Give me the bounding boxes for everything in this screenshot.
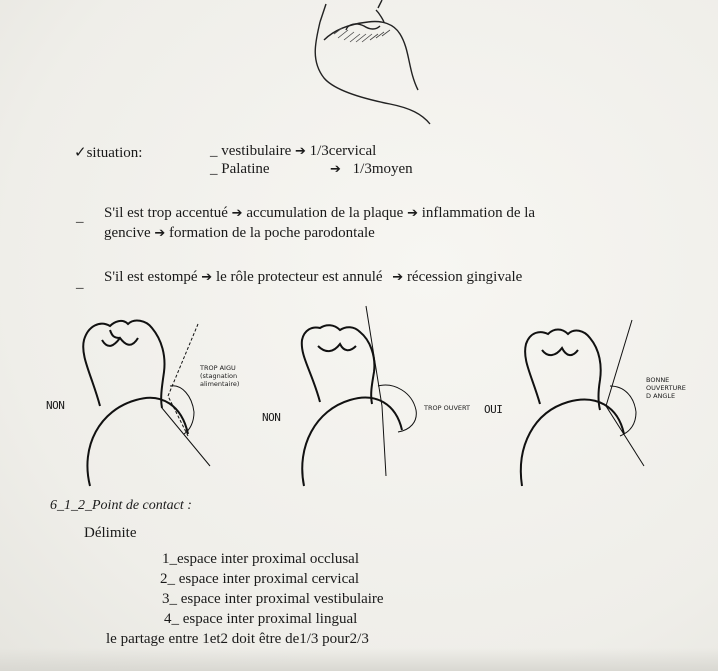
- situation-label: ✓situation:: [74, 145, 143, 161]
- figure-3-note: BONNE OUVERTURE D ANGLE: [646, 376, 686, 400]
- arrow-icon: ➔: [407, 206, 419, 221]
- arrow-icon: ➔: [231, 206, 243, 221]
- contact-item-1: 1_espace inter proximal occlusal: [162, 551, 360, 567]
- figure-3-side-label: OUI: [484, 403, 503, 416]
- tooth-figure-3: [514, 316, 684, 486]
- arrow-icon: ➔: [154, 226, 166, 241]
- delimite-label: Délimite: [84, 525, 137, 541]
- situation-row-1: _ vestibulaire ➔ 1/3cervical: [210, 143, 377, 159]
- tooth-figure-1: [70, 316, 240, 486]
- arrow-icon: ➔: [330, 162, 341, 177]
- figure-1-side-label: NON: [46, 399, 65, 412]
- top-tooth-sketch: [290, 0, 450, 130]
- bullet-dash: _: [76, 209, 84, 225]
- bullet-1-line-2: gencive ➔ formation de la poche parodontale: [104, 225, 375, 241]
- arrow-icon: ➔: [294, 144, 306, 159]
- bullet-1-line-1: S'il est trop accentué ➔ accumulation de la plaque ➔ inflammation de la: [104, 205, 536, 221]
- check-icon: ✓: [74, 145, 87, 161]
- section-heading: 6_1_2_Point de contact :: [50, 498, 192, 513]
- contact-partage-line: le partage entre 1et2 doit être de1/3 pour2/3: [106, 631, 369, 647]
- contact-item-3: 3_ espace inter proximal vestibulaire: [162, 591, 384, 607]
- bullet-dash: _: [76, 275, 84, 291]
- figure-2-note: TROP OUVERT: [424, 404, 471, 412]
- contact-item-2: 2_ espace inter proximal cervical: [160, 571, 360, 587]
- contact-item-4: 4_ espace inter proximal lingual: [164, 611, 358, 627]
- figure-1-note: TROP AIGU (stagnation alimentaire): [200, 364, 240, 388]
- bullet-2-line: S'il est estompé ➔ le rôle protecteur est annulé ➔ récession gingivale: [104, 269, 523, 285]
- arrow-icon: ➔: [201, 270, 213, 285]
- arrow-icon: ➔: [392, 270, 404, 285]
- page-shadow: [0, 648, 718, 671]
- situation-row-2: _ Palatine ➔ 1/3moyen: [210, 161, 413, 177]
- tooth-figure-2: [290, 306, 460, 486]
- figure-2-side-label: NON: [262, 411, 281, 424]
